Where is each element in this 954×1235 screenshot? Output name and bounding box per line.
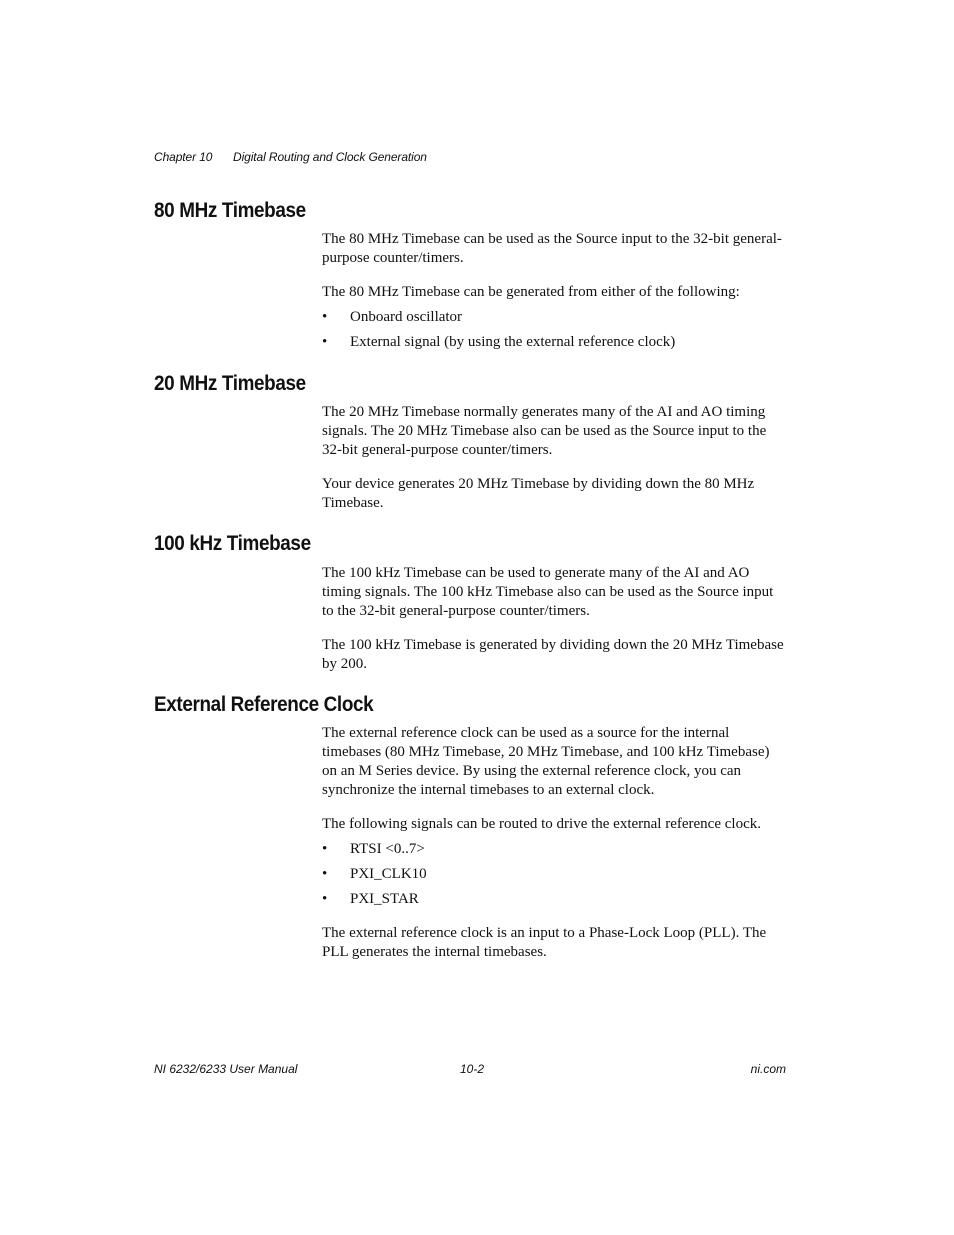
paragraph-80mhz-usage: The 80 MHz Timebase can be used as the Source input to the 32-bit general-purpose counter/timers. (322, 231, 782, 266)
list-item-text: PXI_CLK10 (350, 866, 427, 882)
section-heading-80mhz: 80 MHz Timebase (154, 199, 306, 222)
paragraph-80mhz-generation: The 80 MHz Timebase can be generated from either of the following: (322, 284, 740, 300)
list-item (322, 890, 788, 909)
section-heading-external-reference-clock: External Reference Clock (154, 693, 374, 716)
bullet-marker: • (322, 866, 328, 882)
list-item-text: PXI_STAR (350, 891, 419, 907)
list-item (322, 308, 788, 327)
list-item-text: RTSI <0..7> (350, 841, 425, 857)
chapter-label: Chapter 10 (154, 150, 213, 164)
list-item (322, 333, 788, 352)
paragraph-100khz-generation: The 100 kHz Timebase is generated by dividing down the 20 MHz Timebase by 200. (322, 637, 784, 672)
bullet-marker: • (322, 334, 328, 350)
list-item-text: Onboard oscillator (350, 309, 463, 325)
list-item-text: External signal (by using the external reference clock) (350, 334, 676, 350)
bullet-marker: • (322, 841, 328, 857)
paragraph-external-clock-signals: The following signals can be routed to drive the external reference clock. (322, 816, 761, 832)
bullet-marker: • (322, 891, 328, 907)
list-item (322, 840, 788, 859)
paragraph-external-clock-pll: The external reference clock is an input to a Phase-Lock Loop (PLL). The PLL generates the internal timebases. (322, 925, 767, 960)
footer-website: ni.com (750, 1062, 786, 1076)
footer-manual-title: NI 6232/6233 User Manual (154, 1062, 298, 1076)
section-heading-100khz: 100 kHz Timebase (154, 532, 311, 555)
chapter-title: Digital Routing and Clock Generation (233, 150, 427, 164)
paragraph-20mhz-generation: Your device generates 20 MHz Timebase by dividing down the 80 MHz Timebase. (322, 476, 755, 511)
paragraph-external-clock-usage: The external reference clock can be used as a source for the internal timebases (80 MHz Timebase, 20 MHz Timebase, and 100 kHz Timebase) on an M Series device. By using the external reference clock, you can synchronize the internal timebases to an external clock. (322, 725, 770, 798)
paragraph-100khz-usage: The 100 kHz Timebase can be used to generate many of the AI and AO timing signals. The 100 kHz Timebase also can be used as the Source input to the 32-bit general-purpose counter/timers. (322, 565, 774, 619)
list-item (322, 865, 788, 884)
footer-page-number: 10-2 (460, 1062, 485, 1076)
paragraph-20mhz-usage: The 20 MHz Timebase normally generates many of the AI and AO timing signals. The 20 MHz Timebase also can be used as the Source input to the 32-bit general-purpose counter/timers. (322, 404, 767, 458)
running-header (154, 150, 427, 164)
section-heading-20mhz: 20 MHz Timebase (154, 372, 306, 395)
bullet-marker: • (322, 309, 328, 325)
